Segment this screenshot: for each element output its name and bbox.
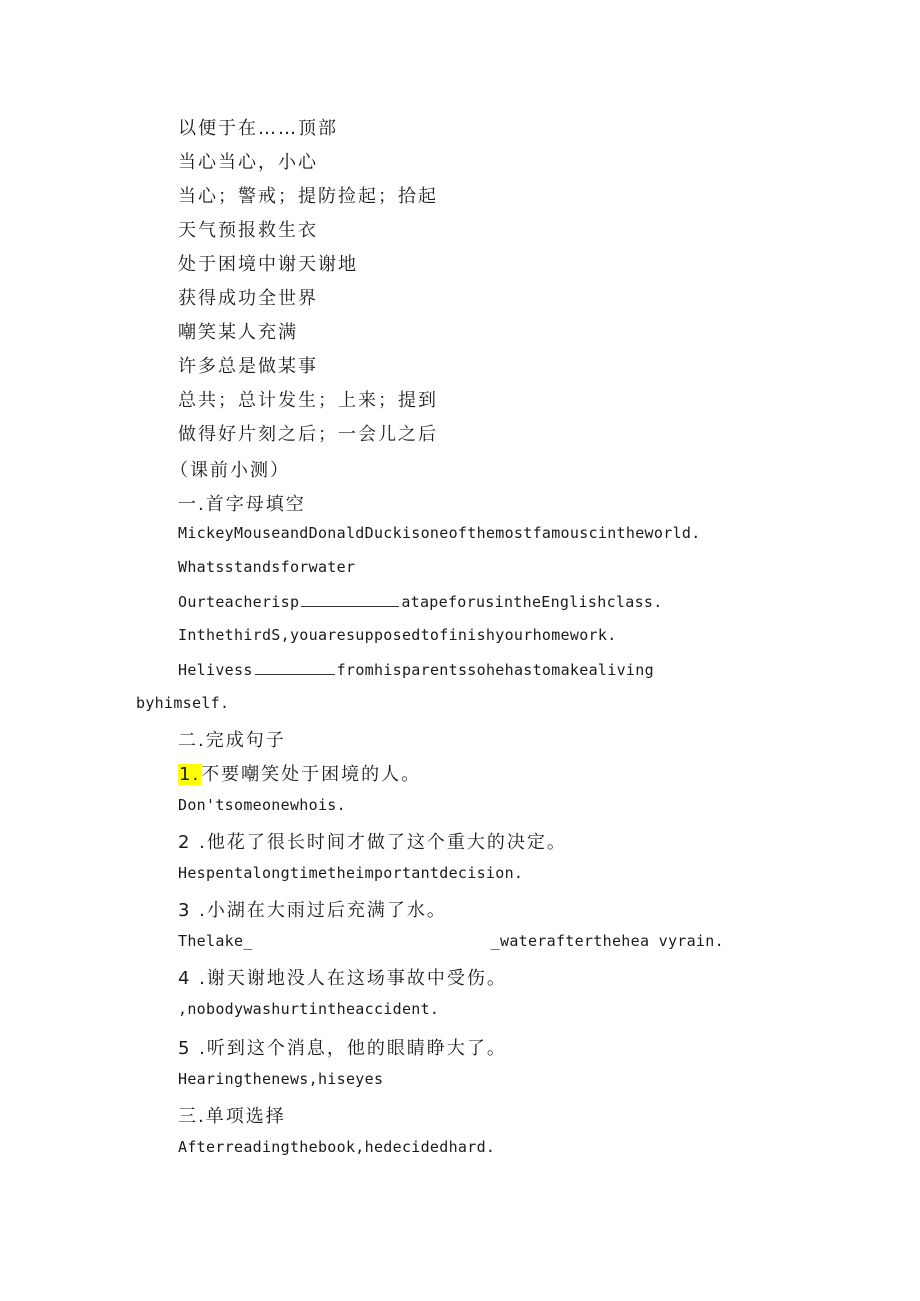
- section1-question-3-part-a: Ourteacherisp: [178, 593, 300, 611]
- section2-title: 二.完成句子: [178, 730, 286, 751]
- section1-question-5-continued: byhimself.: [136, 694, 230, 712]
- highlighted-number: 1.: [179, 764, 201, 785]
- vocab-line-3: 当心；警戒；提防捡起；拾起: [178, 186, 438, 207]
- vocab-line-7: 嘲笑某人充满: [178, 322, 298, 343]
- section1-question-5-part-a: Helivess: [178, 661, 253, 679]
- section1-question-3-part-b: atapeforusintheEnglishclass.: [401, 593, 663, 611]
- section2-sentence-5-en: Hearingthenews,hiseyes: [178, 1070, 384, 1088]
- section2-sentence-3-cn: 3 .小湖在大雨过后充满了水。: [178, 900, 447, 921]
- section2-sentence-1-cn: [178, 760, 421, 786]
- section2-sentence-2-en: Hespentalongtimetheimportantdecision.: [178, 864, 524, 882]
- pretest-title: （课前小测）: [170, 460, 290, 481]
- section2-sentence-3-part-b: _waterafterthehea vyrain.: [490, 932, 724, 950]
- vocab-line-2: 当心当心，小心: [178, 152, 318, 173]
- section1-question-5: [178, 660, 654, 679]
- section2-sentence-4-en: ,nobodywashurtintheaccident.: [178, 1000, 440, 1018]
- vocab-line-8: 许多总是做某事: [178, 356, 318, 377]
- section2-sentence-1-text: 不要嘲笑处于困境的人。: [201, 764, 422, 785]
- section2-sentence-3-part-a: Thelake_: [178, 932, 253, 950]
- section2-sentence-2-cn: 2 .他花了很长时间才做了这个重大的决定。: [178, 832, 567, 853]
- section2-sentence-3-en: [178, 932, 724, 950]
- vocab-line-6: 获得成功全世界: [178, 288, 318, 309]
- section2-sentence-4-cn: 4 .谢天谢地没人在这场事故中受伤。: [178, 968, 507, 989]
- vocab-line-10: 做得好片刻之后；一会儿之后: [178, 424, 438, 445]
- answer-blank[interactable]: [301, 592, 399, 607]
- section2-sentence-5-cn: 5 .听到这个消息，他的眼睛睁大了。: [178, 1038, 507, 1059]
- section1-question-1: MickeyMouseandDonaldDuckisoneofthemostfamouscintheworld.: [178, 524, 701, 542]
- section2-sentence-1-en: Don'tsomeonewhois.: [178, 796, 346, 814]
- section3-title: 三.单项选择: [178, 1106, 286, 1127]
- section3-question-1: Afterreadingthebook,hedecidedhard.: [178, 1138, 496, 1156]
- vocab-line-4: 天气预报救生衣: [178, 220, 318, 241]
- section1-question-4: InthethirdS,youaresupposedtofinishyourhomework.: [178, 626, 617, 644]
- vocab-line-5: 处于困境中谢天谢地: [178, 254, 358, 275]
- section1-title: 一.首字母填空: [178, 494, 306, 515]
- vocab-line-9: 总共；总计发生；上来；提到: [178, 390, 438, 411]
- section1-question-3: [178, 592, 663, 611]
- section1-question-5-part-b: fromhisparentssohehastomakealiving: [336, 661, 654, 679]
- section1-question-2: Whatsstandsforwater: [178, 558, 356, 576]
- answer-blank[interactable]: [255, 660, 335, 675]
- vocab-line-1: 以便于在……顶部: [178, 118, 338, 139]
